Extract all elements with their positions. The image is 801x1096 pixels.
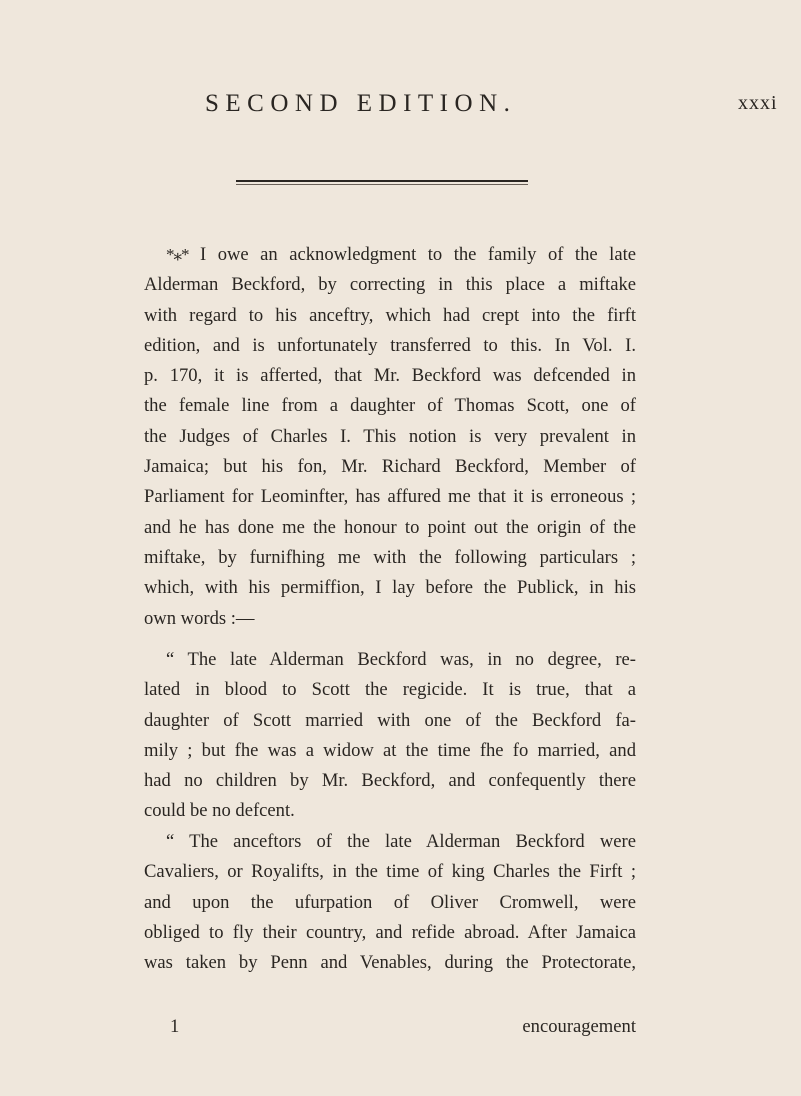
quote-line: and upon the ufurpation of Oliver Cromwell, were xyxy=(144,891,636,913)
note-line: with regard to his anceftry, which had crept into the firft xyxy=(144,304,636,326)
quote-line: “ The late Alderman Beckford was, in no degree, re- xyxy=(166,649,636,670)
note-line: Alderman Beckford, by correcting in this place a miftake xyxy=(144,274,636,296)
note-line: the female line from a daughter of Thomas Scott, one of xyxy=(144,395,636,417)
asterism: *⁎* xyxy=(166,245,189,264)
signature-mark: 1 xyxy=(170,1016,180,1037)
quote-line: had no children by Mr. Beckford, and confequently there xyxy=(144,770,636,792)
errata-note xyxy=(144,240,636,634)
quote-paragraph-1 xyxy=(144,645,636,827)
note-line: the Judges of Charles I. This notion is very prevalent in xyxy=(144,425,636,447)
note-line: edition, and is unfortunately transferred to this. In Vol. I. xyxy=(144,334,636,356)
note-line: own words :— xyxy=(144,607,255,629)
page-number: xxxi xyxy=(738,92,778,114)
quote-line: could be no defcent. xyxy=(144,800,295,822)
note-line: and he has done me the honour to point out the origin of the xyxy=(144,516,636,538)
quote-line: “ The anceftors of the late Alderman Beckford were xyxy=(166,831,636,852)
note-line: p. 170, it is afferted, that Mr. Beckford was defcended in xyxy=(144,365,636,387)
quote-line: obliged to fly their country, and refide abroad. After Jamaica xyxy=(144,921,636,943)
note-line: Parliament for Leominfter, has affured me that it is erroneous ; xyxy=(144,486,636,508)
quote-line: was taken by Penn and Venables, during the Protectorate, xyxy=(144,952,636,974)
running-head: SECOND EDITION. xyxy=(205,90,517,117)
note-line: which, with his permiffion, I lay before the Publick, in his xyxy=(144,577,636,599)
quote-line: mily ; but fhe was a widow at the time fhe fo married, and xyxy=(144,739,636,761)
catchword: encouragement xyxy=(522,1016,636,1037)
note-line: miftake, by furnifhing me with the following particulars ; xyxy=(144,546,636,568)
note-line: Jamaica; but his fon, Mr. Richard Beckford, Member of xyxy=(144,456,636,478)
quote-line: Cavaliers, or Royalifts, in the time of king Charles the Firft ; xyxy=(144,861,636,883)
header-rule xyxy=(236,180,528,182)
quote-line: lated in blood to Scott the regicide. It is true, that a xyxy=(144,679,636,701)
quote-paragraph-2 xyxy=(144,827,636,978)
note-line: *⁎* I owe an acknowledgment to the family of the late xyxy=(166,244,636,265)
page-footer xyxy=(144,1012,636,1042)
quote-line: daughter of Scott married with one of the Beckford fa- xyxy=(144,709,636,731)
